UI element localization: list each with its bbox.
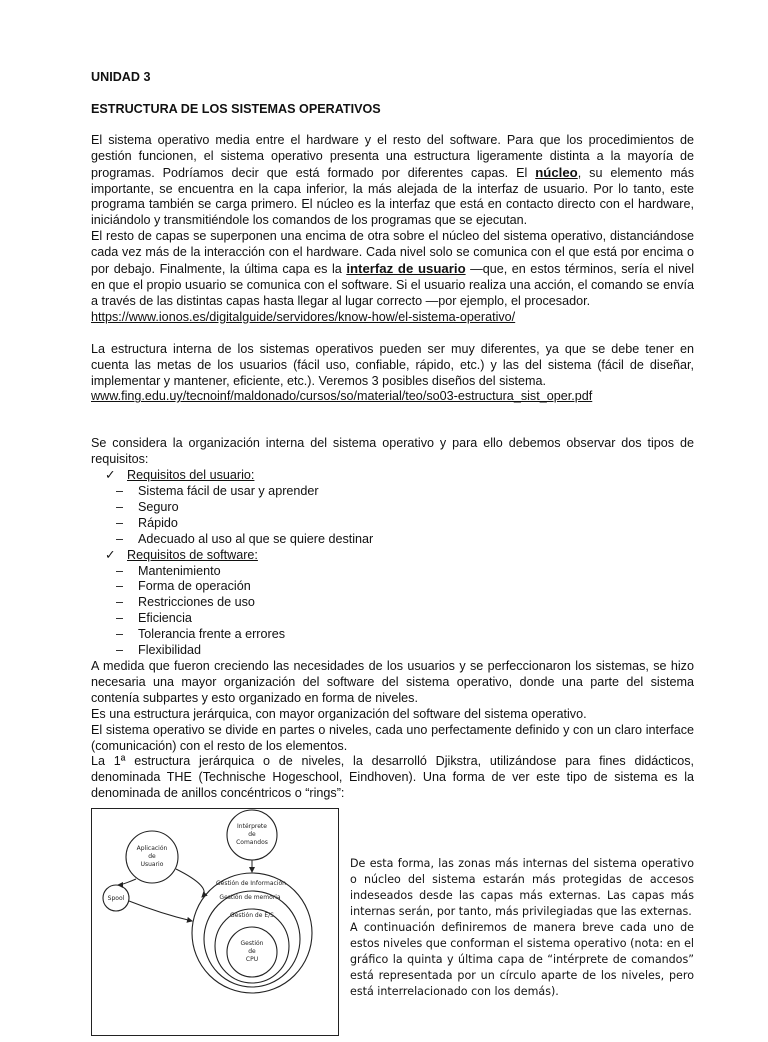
- cpu-label-2: de: [248, 948, 256, 956]
- figure-area: [91, 802, 694, 1042]
- cpu-label-3: CPU: [245, 956, 259, 964]
- requirements-intro: Se considera la organización interna del sistema operativo y para ello debemos observar dos tipos de requisitos:: [91, 436, 694, 467]
- arrow-spool-core: [129, 901, 192, 921]
- intro-paragraph-1: El sistema operativo media entre el hardware y el resto del software. Para que los procedimientos de gestión funcionen, el sistema operativo presenta una estructura ligeramente distinta a la mayoría de programas. Podríamos decir que está formado por diferentes capas. El núcleo, su elemento más importante, se encuentra en la capa inferior, la más alejada de la interfaz de usuario. Por lo tanto, este programa también se carga primero. El núcleo es la interfaz que está en contacto directo con el hardware, iniciándolo y transmitiéndole los comandos de los programas que se ejecutan.: [91, 132, 694, 228]
- layers-paragraph-2: Es una estructura jerárquica, con mayor organización del software del sistema operativo.: [91, 706, 587, 721]
- side-paragraph-1: De esta forma, las zonas más internas del sistema operativo o núcleo del sistema estarán más protegidas de accesos indeseados desde las capas más externas. Las capas más internas serán, por tanto, más privilegiadas que las externas.: [350, 857, 694, 919]
- fing-link[interactable]: www.fing.edu.uy/tecnoinf/maldonado/cursos/so/material/teo/so03-estructura_sist_oper.pdf: [91, 389, 593, 404]
- requirements-list: [91, 468, 694, 659]
- list-item: – Eficiencia: [116, 611, 192, 626]
- ionos-link[interactable]: https://www.ionos.es/digitalguide/servidores/know-how/el-sistema-operativo/: [91, 309, 516, 324]
- memoria-label: Gestión de memoria: [219, 894, 281, 902]
- unit-heading: UNIDAD 3: [91, 70, 151, 84]
- arrow-aplicacion-spool: [118, 879, 136, 885]
- ring-memoria: [204, 891, 300, 987]
- list-item: – Seguro: [116, 499, 179, 514]
- list-item: – Sistema fácil de usar y aprender: [116, 484, 319, 499]
- rings-diagram: [91, 808, 339, 1036]
- side-paragraph-2: A continuación definiremos de manera breve cada uno de estos niveles que conforman el sistema operativo (nota: en el gráfico la quinta y última capa de “intérprete de comandos” está representada por un círculo aparte de los niveles, pero está interrelacionado con los demás).: [350, 921, 694, 999]
- aplicacion-label-1: Aplicación: [136, 845, 168, 853]
- rings-diagram-svg: [92, 809, 338, 1035]
- list-item: – Rápido: [116, 515, 178, 530]
- interprete-label-1: Intérprete: [237, 823, 267, 831]
- list-item: – Mantenimiento: [116, 563, 221, 578]
- aplicacion-label-2: de: [148, 853, 156, 861]
- cpu-label-1: Gestión: [240, 940, 264, 948]
- list-item: – Flexibilidad: [116, 643, 201, 658]
- interprete-label-2: de: [248, 831, 256, 839]
- layers-paragraph-4: La 1ª estructura jerárquica o de niveles, la desarrolló Djikstra, utilizándose para fines didácticos, denominada THE (Technische Hogeschool, Eindhoven). Una forma de ver este tipo de sistema es la denominada de anillos concéntricos o “rings”:: [91, 754, 694, 801]
- checkmark-icon: ✓: [105, 468, 116, 483]
- user-requirements-heading: ✓ Requisitos del usuario:: [105, 468, 255, 483]
- es-label: Gestión de E/S: [230, 912, 274, 920]
- intro-paragraph-2: El resto de capas se superponen una encima de otra sobre el núcleo del sistema operativo, distanciándose cada vez más de la interacción con el hardware. Cada nivel solo se comunica con el que está por encima o por debajo. Finalmente, la última capa es la interfaz de usuario —que, en estos términos, sería el nivel en que el propio usuario se comunica con el software. Si el usuario realiza una acción, el comando se envía a través de las distintas capas hasta llegar al lugar correcto —por ejemplo, el procesador.: [91, 229, 694, 308]
- page-title: ESTRUCTURA DE LOS SISTEMAS OPERATIVOS: [91, 101, 381, 116]
- list-item: – Adecuado al uso al que se quiere destinar: [116, 531, 374, 546]
- aplicacion-label-3: Usuario: [140, 861, 164, 869]
- diagram-side-text: [350, 856, 694, 1000]
- interprete-label-3: Comandos: [236, 839, 268, 847]
- list-item: – Restricciones de uso: [116, 595, 255, 610]
- list-item: – Tolerancia frente a errores: [116, 627, 285, 642]
- interfaz-term: interfaz de usuario: [346, 261, 466, 277]
- layers-paragraph-1: A medida que fueron creciendo las necesidades de los usuarios y se perfeccionaron los sistemas, se hizo necesaria una mayor organización del software del sistema operativo, donde una parte del sistema contenía subpartes y esto organizado en forma de niveles.: [91, 659, 694, 705]
- internal-structure-paragraph: La estructura interna de los sistemas operativos pueden ser muy diferentes, ya que se debe tener en cuenta las metas de los usuarios (fácil uso, confiable, rápido, etc.) y las del sistema (fácil de diseñar, implementar y mantener, eficiente, etc.). Veremos 3 posibles diseños del sistema.: [91, 341, 694, 388]
- nucleo-term: núcleo: [535, 164, 578, 180]
- list-item: – Forma de operación: [116, 579, 251, 594]
- document-page: [91, 60, 694, 1042]
- info-label: Gestión de Información: [216, 880, 286, 888]
- software-requirements-heading: ✓ Requisitos de software:: [105, 547, 258, 562]
- layers-paragraph-3: El sistema operativo se divide en partes o niveles, cada uno perfectamente definido y con un claro interface (comunicación) con el resto de los elementos.: [91, 722, 694, 753]
- arrow-aplicacion-core: [176, 869, 204, 897]
- checkmark-icon: ✓: [105, 547, 116, 562]
- spool-label: Spool: [107, 895, 125, 903]
